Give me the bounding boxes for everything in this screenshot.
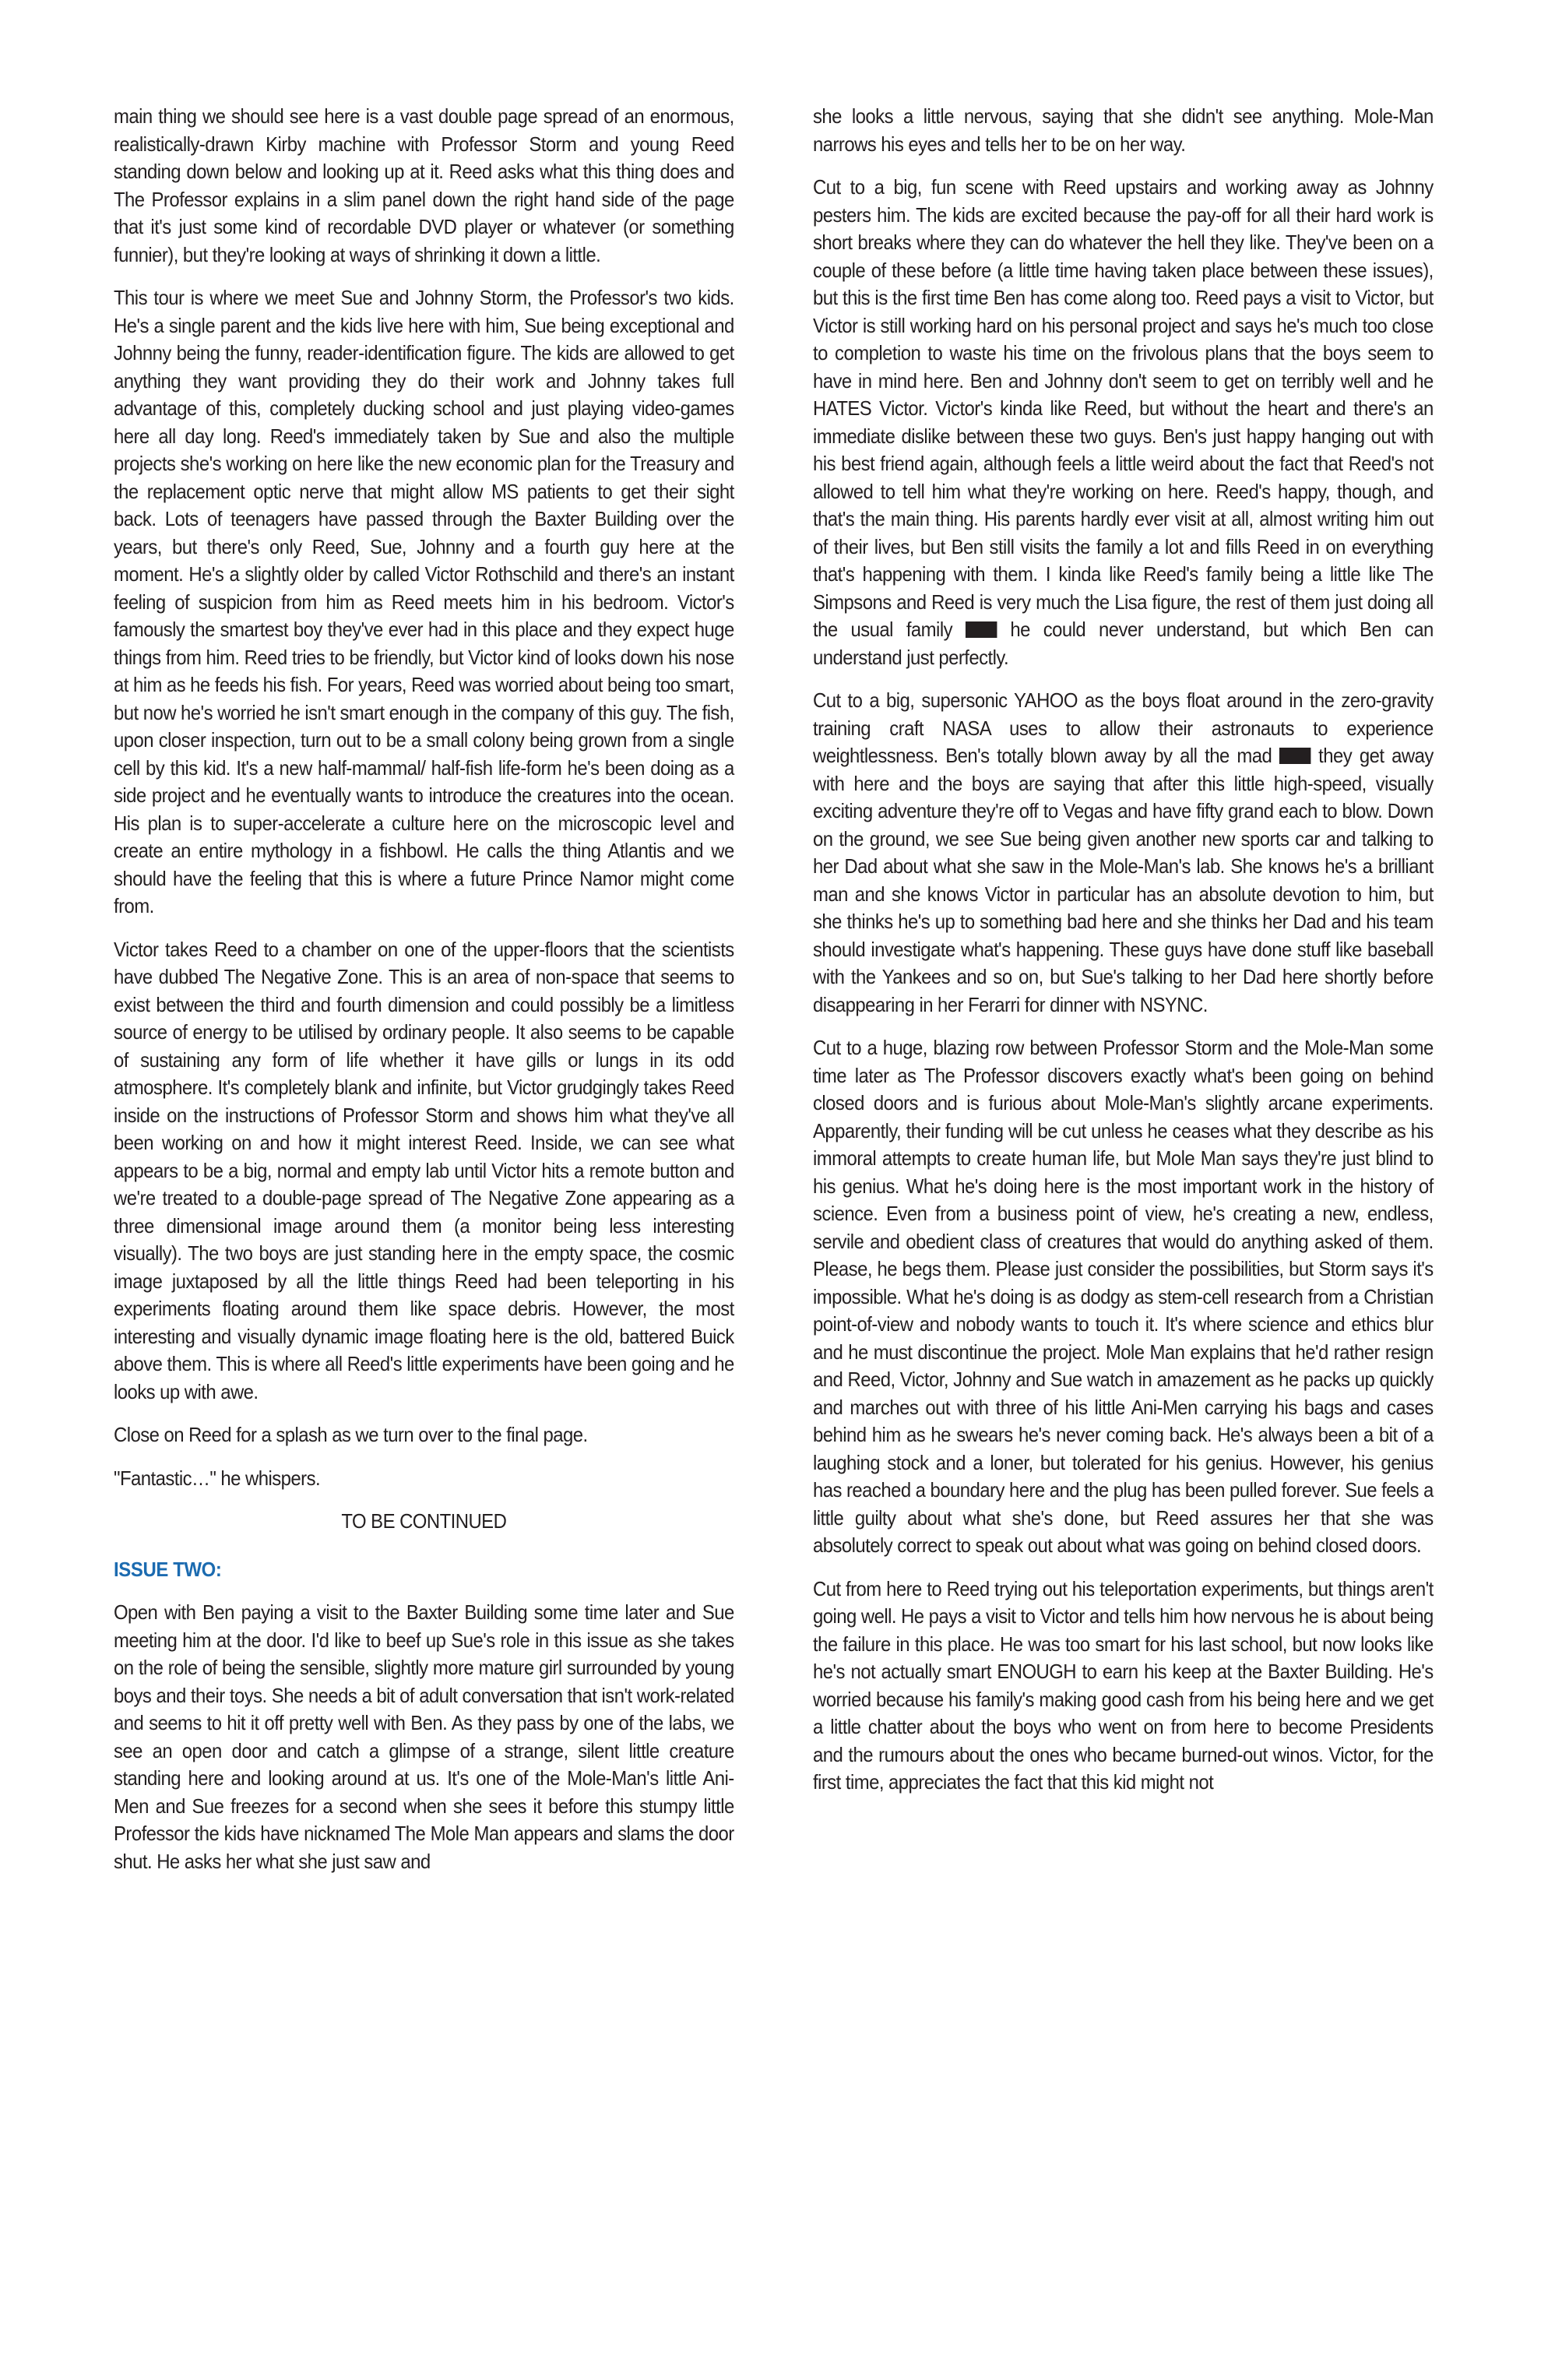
paragraph — [813, 687, 1434, 1019]
paragraph: Close on Reed for a splash as we turn over to the final page. — [114, 1423, 588, 1446]
to-be-continued: TO BE CONTINUED — [341, 1509, 507, 1533]
paragraph: she looks a little nervous, saying that she didn't see anything. Mole-Man narrows his eyes and tells her to be on her way. — [813, 104, 1434, 156]
paragraph: Victor takes Reed to a chamber on one of the upper-floors that the scientists have dubbed The Negative Zone. This is an area of non-space that seems to exist between the third and fourth dimension and could possibly be a limitless source of energy to be utilised by ordinary people. It also seems to be capable of sustaining any form of life whether it have gills or lungs in its odd atmosphere. It's completely blank and infinite, but Victor grudgingly takes Reed inside on the instructions of Professor Storm and shows him what they've all been working on and how it might interest Reed. Inside, we can see what appears to be a big, normal and empty lab until Victor hits a remote button and we're treated to a double-page spread of The Negative Zone appearing as a three dimensional image around them (a monitor being less interesting visually). The two boys are just standing here in the empty space, the cosmic image juxtaposed by all the little things Reed had been teleporting in his experiments floating around them like space debris. However, the most interesting and visually dynamic image floating here is the old, battered Buick above them. This is where all Reed's little experiments have been going and he looks up with awe. — [114, 937, 734, 1403]
paragraph: Cut from here to Reed trying out his teleportation experiments, but things aren't going well. He pays a visit to Victor and tells him how nervous he is about being the failure in this place. He was too smart for his last school, but now looks like he's not actually smart ENOUGH to earn his keep at the Baxter Building. He's worried because his family's making good cash from his being here and we get a little chatter about the boys who went on from here to become Presidents and the rumours about the ones who became burned-out winos. Victor, for the first time, appreciates the fact that this kid might not — [813, 1576, 1434, 1794]
paragraph: "Fantastic…" he whispers. — [114, 1466, 321, 1490]
left-column — [114, 103, 734, 1891]
paragraph: main thing we should see here is a vast double page spread of an enormous, realistically-drawn Kirby machine with Professor Storm and young Reed standing down below and looking up at it. Reed asks what this thing does and The Professor explains in a slim panel down the right hand side of the page that it's just some kind of recordable DVD player or whatever (or something funnier), but they're looking at ways of shrinking it down a little. — [114, 104, 734, 266]
paragraph-text: they get away with here and the boys are saying that after this little high-speed, visually exciting adventure they're off to Vegas and have fifty grand each to blow. Down on the ground, we see Sue being given another new sports car and talking to her Dad about what she saw in the Mole-Man's lab. She knows he's a brilliant man and she knows Victor in particular has an absolute devotion to him, but she thinks he's up to something bad here and she thinks her Dad and his team should investigate what's happening. These guys have done stuff like baseball with the Yankees and so on, but Sue's talking to her Dad here shortly before disappearing in her Ferarri for dinner with NSYNC. — [813, 744, 1434, 1016]
section-heading: ISSUE TWO: — [114, 1557, 222, 1581]
paragraph — [813, 174, 1434, 671]
paragraph-text: Cut to a big, fun scene with Reed upstairs and working away as Johnny pesters him. The kids are excited because the pay-off for all their hard work is short breaks where they can do whatever the hell they like. They've been on a couple of these before (a little time having taken place between these issues), but this is the first time Ben has come along too. Reed pays a visit to Victor, but Victor is still working hard on his personal project and says he's much too close to completion to waste his time on the frivolous plans that the boys seem to have in mind here. Ben and Johnny don't seem to get on terribly well and he HATES Victor. Victor's kinda like Reed, but without the heart and there's an immediate dislike between these two guys. Ben's just happy hanging out with his best friend again, although feels a little weird about the fact that Reed's not allowed to tell him what they're working on here. Reed's happy, though, and that's the main thing. His parents hardly ever visit at all, almost writing him out of their lives, but Ben still visits the family a lot and fills Reed in on everything that's happening with them. I kinda like Reed's family being a little like The Simpsons and Reed is very much the Lisa figure, the rest of them just doing all the usual family — [813, 175, 1434, 641]
paragraph: Cut to a huge, blazing row between Professor Storm and the Mole-Man some time later as The Professor discovers exactly what's been going on behind closed doors and is furious about Mole-Man's slightly arcane experiments. Apparently, their funding will be cut unless he ceases what they describe as his immoral attempts to create human life, but Mole Man says they're just blind to his genius. What he's doing here is the most important work in the history of science. Even from a business point of view, he's creating a new, endless, servile and obedient class of creatures that would do anything asked of them. Please, he begs them. Please just consider the possibilities, but Storm says it's impossible. What he's doing is as dodgy as stem-cell research from a Christian point-of-view and nobody wants to touch it. It's where science and ethics blur and he must discontinue the project. Mole Man explains that he'd rather resign and Reed, Victor, Johnny and Sue watch in amazement as he packs up quickly and marches out with three of his little Ani-Men carrying his bags and cases behind him as he swears he's never coming back. He's always been a bit of a laughing stock and a loner, but tolerated for his genius. However, his genius has reached a boundary here and the plug has been pulled forever. Sue feels a little guilty about what she's done, but Reed assures her that she was absolutely correct to speak out about what was going on behind closed doors. — [813, 1036, 1434, 1557]
paragraph-text: Cut to a big, supersonic YAHOO as the boys float around in the zero-gravity training craft NASA uses to allow their astronauts to experience weightlessness. Ben's totally blown away by all the mad — [813, 688, 1434, 767]
redaction-bar — [966, 621, 997, 638]
paragraph-text: he could never understand, but which Ben can understand just perfectly. — [813, 618, 1434, 669]
paragraph: This tour is where we meet Sue and Johnny Storm, the Professor's two kids. He's a single parent and the kids live here with him, Sue being exceptional and Johnny being the funny, reader-identification figure. The kids are allowed to get anything they want providing they do their work and Johnny takes full advantage of this, completely ducking school and just playing video-games here all day long. Reed's immediately taken by Sue and also the multiple projects she's working on here like the new economic plan for the Treasury and the replacement optic nerve that might allow MS patients to get their sight back. Lots of teenagers have passed through the Baxter Building over the years, but there's only Reed, Sue, Johnny and a fourth guy here at the moment. He's a slightly older by called Victor Rothschild and there's an instant feeling of suspicion from him as Reed meets him in his bedroom. Victor's famously the smartest boy they've ever had in this place and they expect huge things from him. Reed tries to be friendly, but Victor kind of looks down his nose at him as he feeds his fish. For years, Reed was worried about being too smart, but now he's worried he isn't smart enough in the company of this guy. The fish, upon closer inspection, turn out to be a small colony being grown from a single cell by this kid. It's a new half-mammal/ half-fish life-form he's been doing as a side project and he eventually wants to introduce the creatures into the ocean. His plan is to super-accelerate a culture here on the microscopic level and create an entire mythology in a fishbowl. He calls the thing Atlantis and we should have the feeling that this is where a future Prince Namor might come from. — [114, 286, 734, 917]
right-column — [813, 103, 1434, 1812]
redaction-bar — [1279, 748, 1311, 764]
paragraph: Open with Ben paying a visit to the Baxter Building some time later and Sue meeting him at the door. I'd like to beef up Sue's role in this issue as she takes on the role of being the sensible, slightly more mature girl surrounded by young boys and their toys. She needs a bit of adult conversation that isn't work-related and seems to hit it off pretty well with Ben. As they pass by one of the labs, we see an open door and catch a glimpse of a strange, silent little creature standing here and looking around at us. It's one of the Mole-Man's little Ani-Men and Sue freezes for a second when she sees it before this stumpy little Professor the kids have nicknamed The Mole Man appears and slams the door shut. He asks her what she just saw and — [114, 1600, 734, 1873]
